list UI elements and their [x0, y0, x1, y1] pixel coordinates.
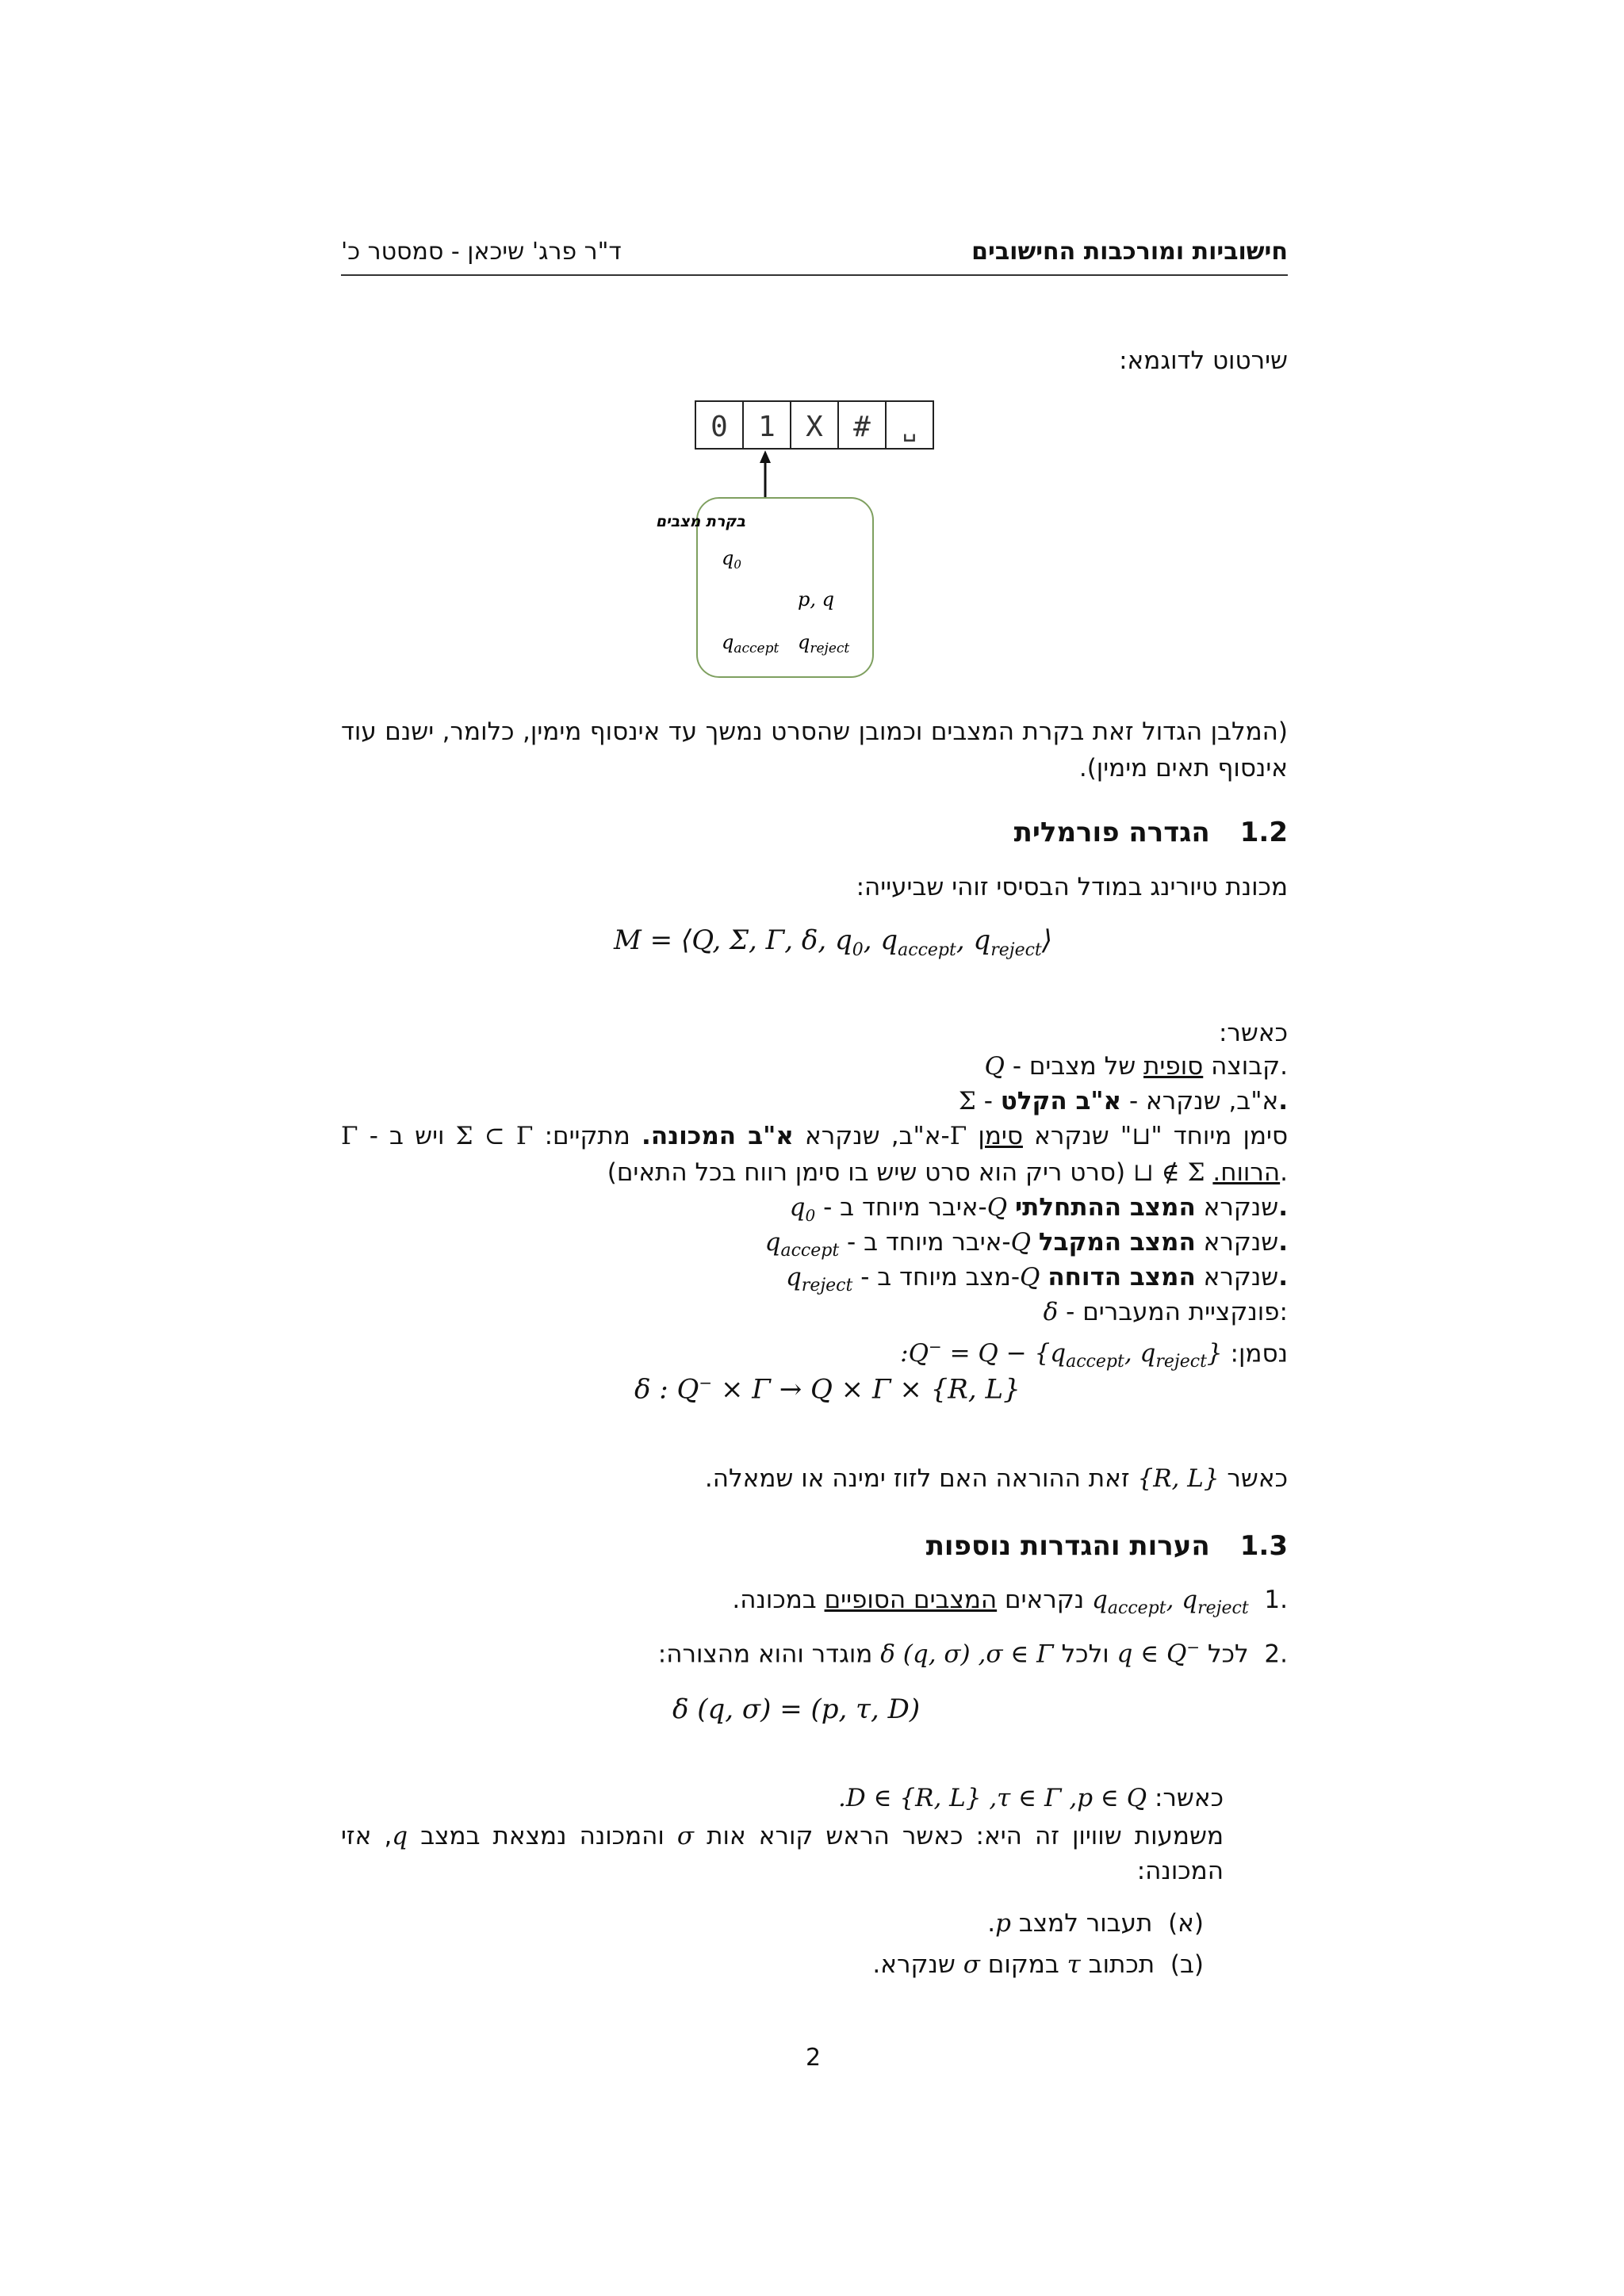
- head-arrow: [760, 450, 771, 498]
- state-q0: $q_0$: [722, 547, 741, 572]
- def-Gamma: Γ - א"ב, שנקרא א"ב המכונה. מתקיים: Σ ⊂ Γ ויש ב-Γ סימן מיוחד "⊔" שנקרא סימן הרווח. ⊔ ∉ Σ (סרט ריק הוא סרט שיש בו סימן רווח בכל התאים).: [341, 1122, 1289, 1187]
- meaning-paragraph: משמעות שוויון זה היא: כאשר הראש קורא אות σ והמכונה נמצאת במצב q, אזי המכונה:: [341, 1822, 1224, 1885]
- direction-instruction-note: כאשר {R, L} זאת ההוראה האם לזוז ימינה או שמאלה.: [704, 1464, 1288, 1493]
- where-label: כאשר:: [1218, 1019, 1288, 1047]
- section-1-3-heading: [926, 1530, 1288, 1562]
- turing-machine-diagram: [655, 396, 944, 690]
- def-Sigma: Σ - א"ב, שנקרא - א"ב הקלט.: [958, 1087, 1288, 1115]
- tape-cell-1: 1: [758, 411, 776, 443]
- transition-where: כאשר: .D ∈ {R, L} ,τ ∈ Γ ,p ∈ Q: [838, 1784, 1224, 1812]
- tape-cell-4: ␣: [902, 415, 917, 442]
- header-divider: [341, 274, 1288, 276]
- transition-formula: δ (q, σ) = (p, τ, D): [672, 1693, 921, 1725]
- list-item-1: .1 $q_{accept}$, $q_{reject}$ נקראים המצבים הסופיים במכונה.: [732, 1586, 1288, 1619]
- sub-item-a: (א) תעבור למצב p.: [987, 1909, 1204, 1938]
- notation-Q-minus: נסמן: :Q− = $Q - \{q_{accept}$, $q_{reject}$}: [900, 1337, 1288, 1372]
- page-number: 2: [806, 2044, 822, 2072]
- def-delta: δ - פונקציית המעברים:: [1043, 1298, 1288, 1326]
- section-1-2-heading: [1014, 817, 1288, 848]
- section-title: הערות והגדרות נוספות: [925, 1530, 1210, 1562]
- section-number: 1.3: [1239, 1530, 1288, 1562]
- def-q0: $q_0$ - איבר מיוחד ב-Q שנקרא המצב ההתחלתי.: [789, 1193, 1288, 1226]
- state-reject: $q_{reject}$: [798, 631, 850, 656]
- section-title: הגדרה פורמלית: [1013, 817, 1210, 848]
- def-q-reject: $q_{reject}$ - מצב מיוחד ב-Q שנקרא המצב הדוחה.: [785, 1263, 1288, 1296]
- sub-item-b: (ב) תכתוב τ במקום σ שנקרא.: [872, 1950, 1204, 1979]
- def-q-accept: $q_{accept}$ - איבר מיוחד ב-Q שנקרא המצב המקבל.: [764, 1228, 1288, 1261]
- tape-cell-3: #: [853, 411, 871, 443]
- state-accept: $q_{accept}$: [722, 631, 779, 656]
- list-item-2: .2 לכל q ∈ Q− ולכל ,σ ∈ Γ δ (q, σ) מוגדר והוא מהצורה:: [657, 1638, 1288, 1669]
- def-Q: Q - קבוצה סופית של מצבים.: [984, 1052, 1288, 1081]
- tape-cell-2: X: [806, 411, 823, 443]
- tape-cell-0: 0: [710, 411, 728, 443]
- diagram-caption: (המלבן הגדול זאת בקרת המצבים וכמובן שהסרט נמשך עד אינסוף מימין, כלומר, ישנם עוד אינסוף תאים מימין).: [341, 718, 1288, 783]
- example-label: שירטוט לדוגמא:: [1119, 346, 1288, 375]
- tm-tuple-formula: M = ⟨Q, Σ, Γ, δ, $q_0$, $q_{accept}$, $q_{reject}⟩$: [614, 924, 1053, 960]
- tape: [695, 401, 933, 449]
- section-1-2-intro: מכונת טיורינג במודל הבסיסי זוהי שביעייה:: [856, 873, 1288, 901]
- delta-signature: δ : Q− × Γ → Q × Γ × {R, L}: [634, 1373, 1021, 1406]
- course-title: חישוביות ומורכבות החישובים: [971, 238, 1288, 266]
- section-number: 1.2: [1239, 817, 1288, 848]
- lecturer-semester: ד"ר פרג' שיכאן - סמסטר כ': [341, 238, 622, 266]
- state-control-title: בקרת מצבים: [655, 513, 745, 530]
- state-pq: p, q: [798, 588, 834, 610]
